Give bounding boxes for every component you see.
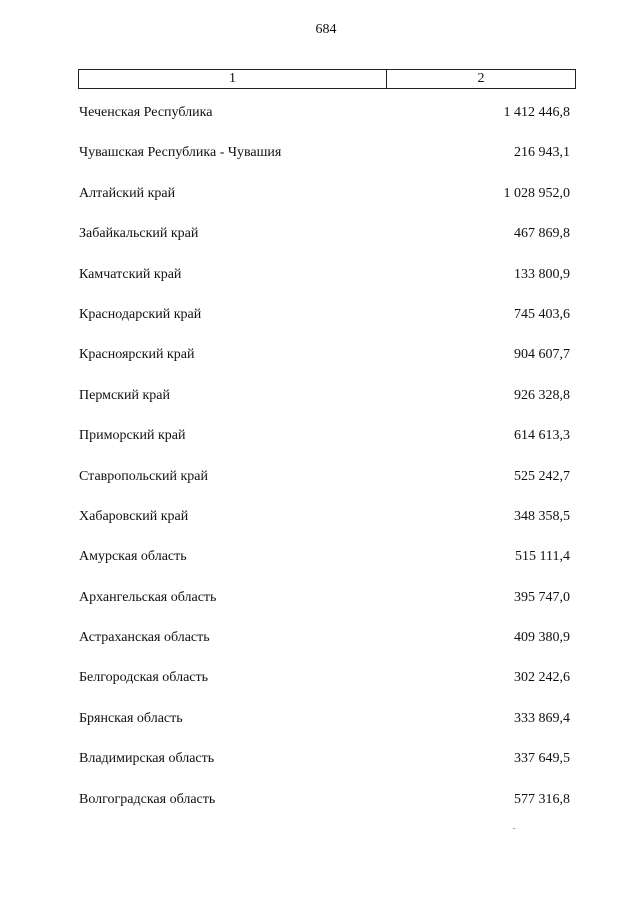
region-list <box>76 103 570 830</box>
region-value: 409 380,9 <box>514 630 570 646</box>
region-value: 395 747,0 <box>514 589 570 605</box>
table-row <box>76 790 570 830</box>
table-row <box>76 143 570 183</box>
table-row <box>76 668 570 708</box>
region-value: 348 358,5 <box>514 508 570 524</box>
table-header <box>78 69 576 89</box>
region-name: Красноярский край <box>79 347 195 363</box>
table-row <box>76 426 570 466</box>
table-row <box>76 265 570 305</box>
region-name: Камчатский край <box>79 266 182 282</box>
region-value: 614 613,3 <box>514 428 570 444</box>
region-name: Чувашская Республика - Чувашия <box>79 145 282 161</box>
region-value: 515 111,4 <box>515 549 570 565</box>
region-name: Чеченская Республика <box>79 105 213 120</box>
table-row <box>76 184 570 224</box>
region-name: Астраханская область <box>79 630 210 646</box>
table-row <box>76 103 570 143</box>
table-row <box>76 305 570 345</box>
region-name: Приморский край <box>79 428 186 444</box>
region-name: Ставропольский край <box>79 468 208 484</box>
region-name: Владимирская область <box>79 751 215 767</box>
region-name: Брянская область <box>79 710 183 726</box>
region-value: 525 242,7 <box>514 468 570 484</box>
region-value: 337 649,5 <box>514 751 570 767</box>
region-name: Алтайский край <box>79 185 176 201</box>
region-name: Архангельская область <box>79 589 217 605</box>
region-name: Краснодарский край <box>79 306 202 322</box>
table-row <box>76 467 570 507</box>
table-row <box>76 588 570 628</box>
region-name: Пермский край <box>79 387 170 403</box>
region-name: Забайкальский край <box>79 226 199 242</box>
region-value: 333 869,4 <box>514 710 570 726</box>
table-row <box>76 507 570 547</box>
header-column-2: 2 <box>477 71 485 86</box>
region-name: Амурская область <box>79 549 187 565</box>
region-value: 1 412 446,8 <box>503 105 570 120</box>
region-value: 904 607,7 <box>514 347 570 363</box>
table-row <box>76 345 570 385</box>
scan-speck <box>513 828 515 829</box>
table-row <box>76 749 570 789</box>
table-row <box>76 709 570 749</box>
table-row <box>76 386 570 426</box>
region-value: 745 403,6 <box>514 306 570 322</box>
region-value: 133 800,9 <box>514 266 570 282</box>
region-name: Волгоградская область <box>79 791 216 807</box>
table-row <box>76 547 570 587</box>
region-name: Белгородская область <box>79 670 209 686</box>
table-row <box>76 224 570 264</box>
header-column-1: 1 <box>79 70 387 88</box>
region-value: 216 943,1 <box>514 145 570 161</box>
region-value: 467 869,8 <box>514 226 570 242</box>
region-value: 926 328,8 <box>514 387 570 403</box>
region-value: 577 316,8 <box>514 791 570 807</box>
region-value: 1 028 952,0 <box>503 185 570 201</box>
region-value: 302 242,6 <box>514 670 570 686</box>
table-row <box>76 628 570 668</box>
page-number: 684 <box>315 22 337 37</box>
region-name: Хабаровский край <box>79 508 189 524</box>
